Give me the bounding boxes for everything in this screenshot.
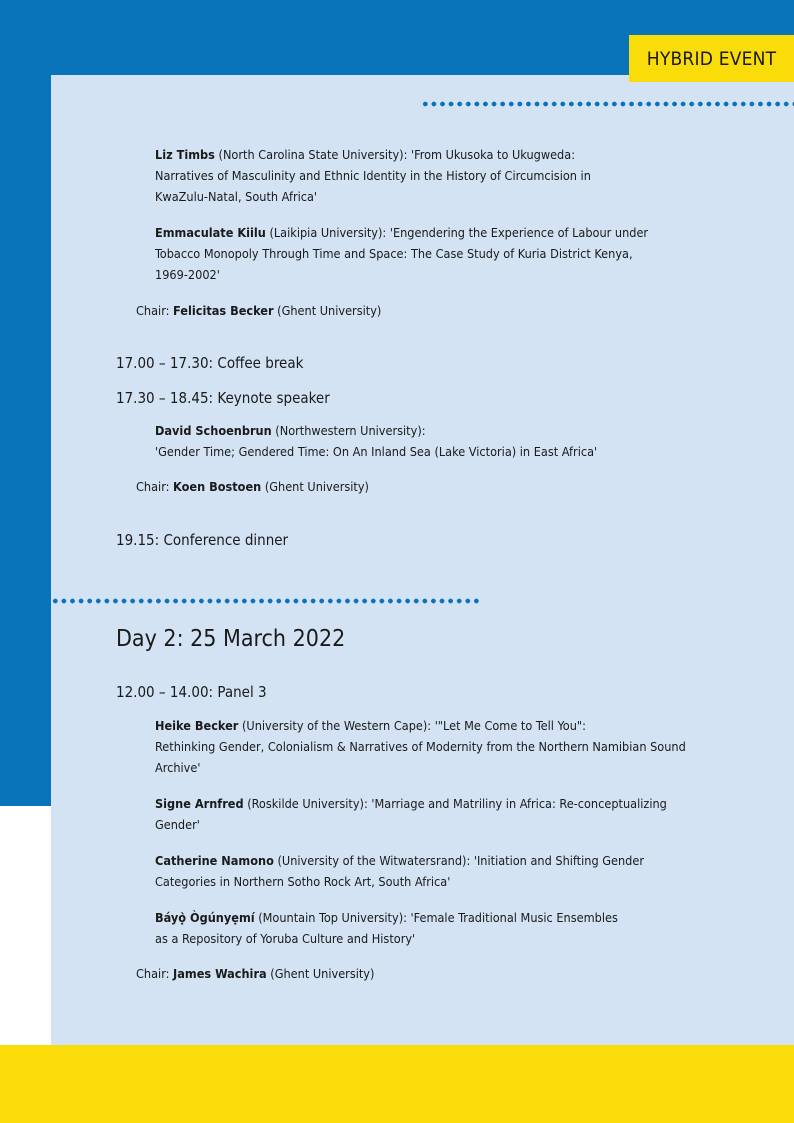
talk-line: (Northwestern University):: [271, 423, 426, 438]
speaker-name: Báyọ̀ Ògúnyẹmí: [155, 910, 255, 925]
schedule-slot-keynote: 17.30 – 18.45: Keynote speaker: [116, 389, 330, 407]
talk-entry: [155, 144, 725, 207]
talk-line: Narratives of Masculinity and Ethnic Identity in the History of Circumcision in: [155, 168, 591, 183]
schedule-slot-dinner: 19.15: Conference dinner: [116, 531, 289, 549]
talk-line: 'Gender Time; Gendered Time: On An Inland Sea (Lake Victoria) in East Africa': [155, 444, 598, 459]
dotted-divider-top: [421, 101, 794, 107]
hybrid-event-badge: HYBRID EVENT: [629, 35, 794, 82]
day-heading: Day 2: 25 March 2022: [116, 626, 346, 652]
talk-line: Rethinking Gender, Colonialism & Narratives of Modernity from the Northern Namibian Sound: [155, 739, 686, 754]
keynote-entry: [155, 420, 725, 462]
speaker-name: Signe Arnfred: [155, 796, 244, 811]
session-chair: Chair: Koen Bostoen (Ghent University): [136, 479, 369, 494]
talk-line: KwaZulu-Natal, South Africa': [155, 189, 318, 204]
talk-entry: [155, 907, 725, 949]
session-chair: Chair: Felicitas Becker (Ghent University): [136, 303, 382, 318]
talk-line: (Roskilde University): 'Marriage and Matriliny in Africa: Re-conceptualizing: [243, 796, 667, 811]
talk-line: 1969-2002': [155, 267, 220, 282]
speaker-name: Liz Timbs: [155, 147, 215, 162]
dotted-divider-middle: [51, 598, 479, 604]
chair-name: Koen Bostoen: [173, 479, 262, 494]
talk-line: (University of the Witwatersrand): 'Initiation and Shifting Gender: [273, 853, 644, 868]
session-chair: Chair: James Wachira (Ghent University): [136, 966, 375, 981]
speaker-name: Catherine Namono: [155, 853, 274, 868]
talk-entry: [155, 850, 725, 892]
content-panel: [51, 75, 794, 1045]
talk-entry: [155, 222, 725, 285]
talk-line: (Laikipia University): 'Engendering the Experience of Labour under: [265, 225, 649, 240]
talk-line: Tobacco Monopoly Through Time and Space: The Case Study of Kuria District Kenya,: [155, 246, 633, 261]
speaker-name: David Schoenbrun: [155, 423, 272, 438]
talk-line: (North Carolina State University): 'From Ukusoka to Ukugweda:: [214, 147, 576, 162]
talk-line: Archive': [155, 760, 201, 775]
schedule-slot-panel3: 12.00 – 14.00: Panel 3: [116, 683, 267, 701]
chair-name: James Wachira: [173, 966, 267, 981]
schedule-slot-coffee: 17.00 – 17.30: Coffee break: [116, 354, 304, 372]
yellow-footer-band: [0, 1045, 794, 1123]
talk-entry: [155, 793, 725, 835]
speaker-name: Heike Becker: [155, 718, 239, 733]
talk-line: as a Repository of Yoruba Culture and History': [155, 931, 416, 946]
talk-line: Categories in Northern Sotho Rock Art, South Africa': [155, 874, 451, 889]
chair-name: Felicitas Becker: [173, 303, 274, 318]
talk-line: (University of the Western Cape): '"Let Me Come to Tell You":: [238, 718, 586, 733]
talk-entry: [155, 715, 725, 778]
talk-line: (Mountain Top University): 'Female Traditional Music Ensembles: [254, 910, 618, 925]
speaker-name: Emmaculate Kiilu: [155, 225, 266, 240]
talk-line: Gender': [155, 817, 200, 832]
